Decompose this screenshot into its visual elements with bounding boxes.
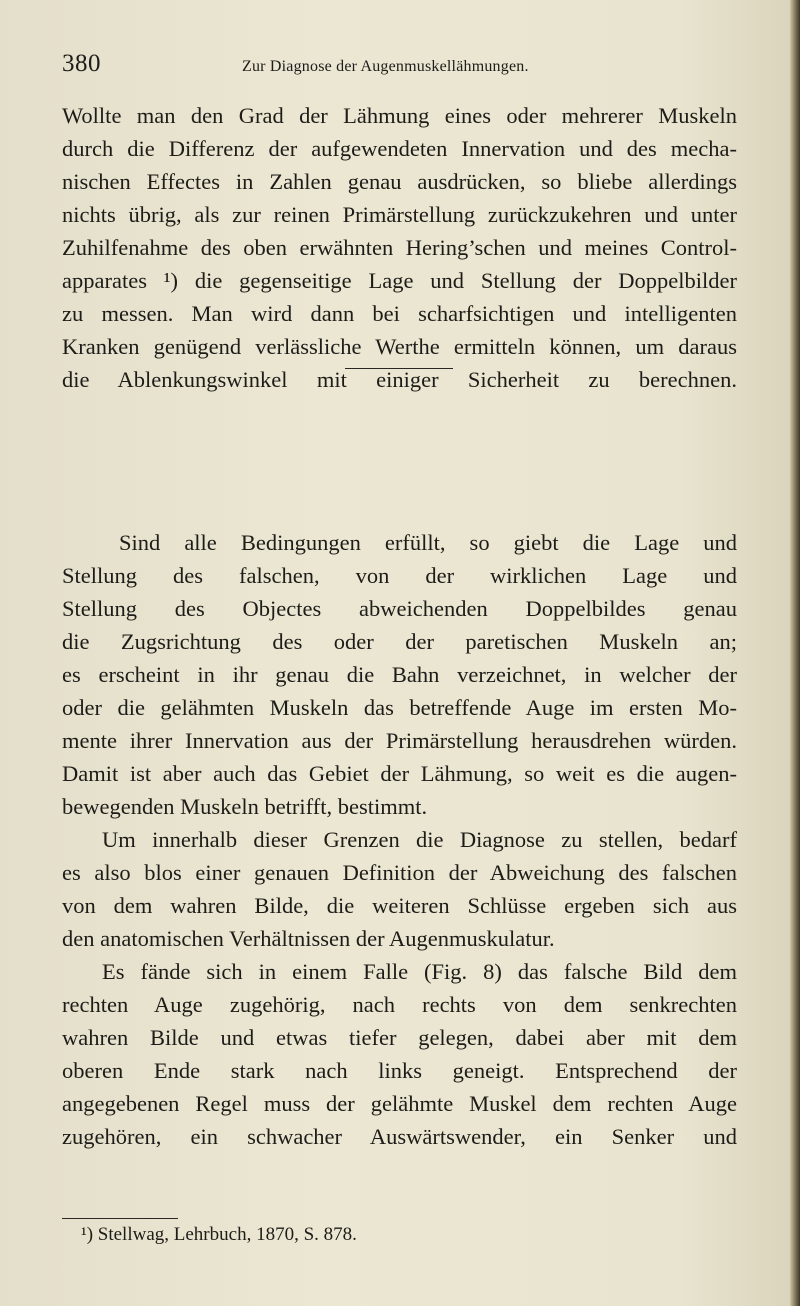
text-line: Damit ist aber auch das Gebiet der Lähmung, so weit es die augen- (62, 761, 737, 786)
text-line: angegebenen Regel muss der gelähmte Muskel dem rechten Auge (62, 1091, 737, 1116)
footnote: ¹) Stellwag, Lehrbuch, 1870, S. 878. (81, 1224, 357, 1245)
text-line: Zuhilfenahme des oben erwähnten Hering’schen und meines Control- (62, 235, 737, 260)
text-line: Stellung des Objectes abweichenden Doppelbildes genau (62, 596, 737, 621)
text-line: oder die gelähmten Muskeln das betreffende Auge im ersten Mo- (62, 695, 737, 720)
text-line: den anatomischen Verhältnissen der Augenmuskulatur. (62, 926, 555, 951)
text-line: Es fände sich in einem Falle (Fig. 8) das falsche Bild dem (102, 959, 737, 984)
text-line: zu messen. Man wird dann bei scharfsichtigen und intelligenten (62, 301, 737, 326)
text-line: wahren Bilde und etwas tiefer gelegen, dabei aber mit dem (62, 1025, 737, 1050)
page-number: 380 (62, 50, 101, 77)
text-line: mente ihrer Innervation aus der Primärstellung herausdrehen würden. (62, 728, 737, 753)
running-title: Zur Diagnose der Augenmuskellähmungen. (242, 58, 529, 75)
text-line: nischen Effectes in Zahlen genau ausdrücken, so bliebe allerdings (62, 169, 737, 194)
text-line: Kranken genügend verlässliche Werthe ermitteln können, um daraus (62, 334, 737, 359)
text-line: bewegenden Muskeln betrifft, bestimmt. (62, 794, 428, 819)
text-line: Um innerhalb dieser Grenzen die Diagnose zu stellen, bedarf (102, 827, 737, 852)
page-header (62, 50, 762, 90)
text-line: Sind alle Bedingungen erfüllt, so giebt die Lage und (119, 530, 737, 555)
text-line: nichts übrig, als zur reinen Primärstellung zurückzukehren und unter (62, 202, 737, 227)
text-line: die Zugsrichtung des oder der paretischen Muskeln an; (62, 629, 737, 654)
text-line: oberen Ende stark nach links geneigt. Entsprechend der (62, 1058, 737, 1083)
text-line: es also blos einer genauen Definition der Abweichung des falschen (62, 860, 737, 885)
text-line: Wollte man den Grad der Lähmung eines oder mehrerer Muskeln (62, 103, 737, 128)
text-line: Stellung des falschen, von der wirklichen Lage und (62, 563, 737, 588)
text-line: rechten Auge zugehörig, nach rechts von dem senkrechten (62, 992, 737, 1017)
text-line: von dem wahren Bilde, die weiteren Schlüsse ergeben sich aus (62, 893, 737, 918)
text-line: es erscheint in ihr genau die Bahn verzeichnet, in welcher der (62, 662, 737, 687)
section-separator (345, 368, 453, 369)
text-line: durch die Differenz der aufgewendeten Innervation und des mecha- (62, 136, 737, 161)
footnote-rule (62, 1218, 178, 1219)
text-line: zugehören, ein schwacher Auswärtswender, ein Senker und (62, 1124, 737, 1149)
text-line: apparates ¹) die gegenseitige Lage und Stellung der Doppelbilder (62, 268, 737, 293)
page-edge (790, 0, 800, 1306)
text-line: die Ablenkungswinkel mit einiger Sicherheit zu berechnen. (62, 367, 737, 392)
